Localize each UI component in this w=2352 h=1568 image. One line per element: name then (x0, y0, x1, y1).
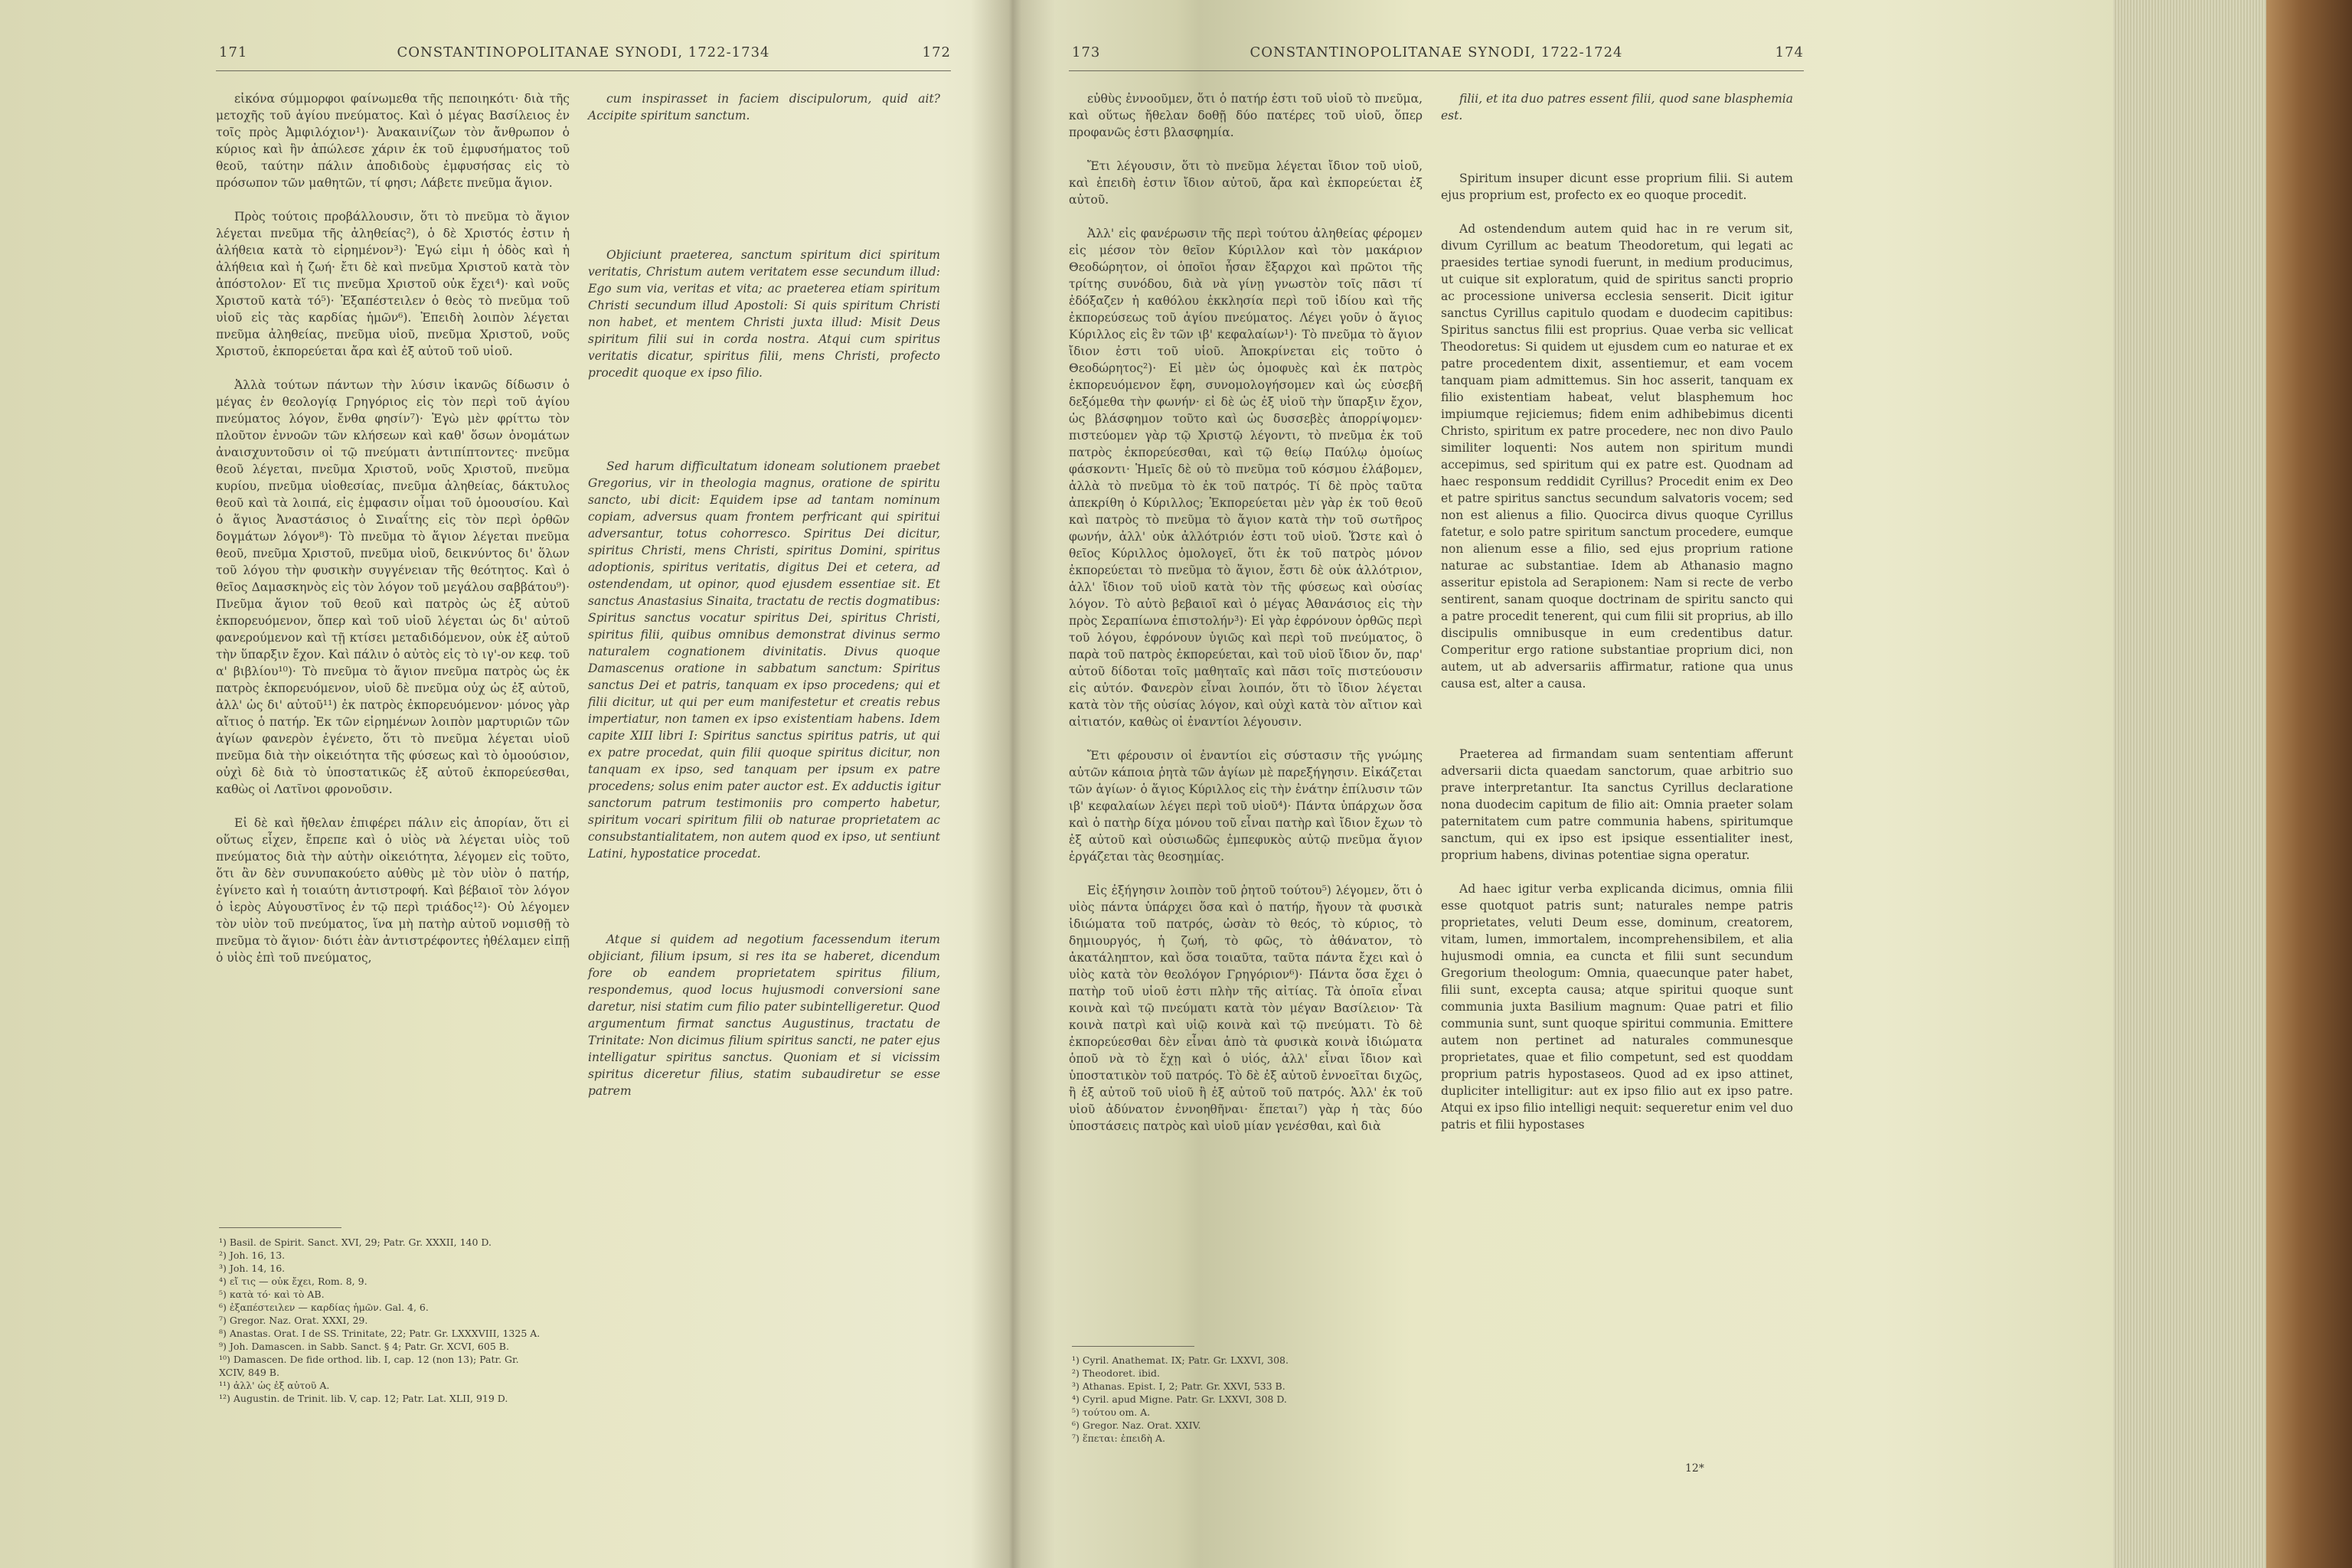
running-title: CONSTANTINOPOLITANAE SYNODI, 1722-1734 (397, 44, 770, 60)
left-page-header (216, 44, 951, 75)
greek-paragraph: Ἀλλ' εἰς φανέρωσιν τῆς περὶ τούτου ἀληθείας φέρομεν εἰς μέσον τὸν θεῖον Κύριλλον καὶ τὸν μακάριον Θεοδώρητον, οἱ ὁποῖοι ἦσαν ἔξαρχοι καὶ πρῶτοι τῆς τρίτης συνόδου, διὰ νὰ γίνῃ γνωστὸν τοῖς πᾶσι τί ἐδόξαζεν ἡ καθόλου ἐκκλησία περὶ τοῦ ἰδίου καὶ τῆς ἐκπορεύσεως τοῦ ἁγίου πνεύματος. Λέγει γοῦν ὁ ἅγιος Κύριλλος εἰς ἓν τῶν ιβ' κεφαλαίων¹)· Τὸ πνεῦμα τὸ ἅγιον ἴδιον ἐστι τοῦ υἱοῦ. Ἀποκρίνεται εἰς τοῦτο ὁ Θεοδώρητος²)· Εἰ μὲν ὡς ὁμοφυὲς καὶ ἐκ πατρὸς ἐκπορευόμενον ἔφη, συνομολογήσομεν καὶ ὡς εὐσεβῆ δεξόμεθα τὴν φωνήν· εἰ δὲ ὡς ἐξ υἱοῦ τὴν ὕπαρξιν ἔχον, ὡς βλάσφημον τοῦτο καὶ ὡς δυσσεβὲς ἀπορρίψομεν· πιστεύομεν γὰρ τῷ Χριστῷ λέγοντι, τὸ πνεῦμα ἐκ τοῦ πατρὸς ἐκπορεύεσθαι, καὶ τῷ θείῳ Παύλῳ ὁμοίως φάσκοντι· Ἡμεῖς δὲ οὐ τὸ πνεῦμα τοῦ κόσμου ἐλάβομεν, ἀλλὰ τὸ πνεῦμα τὸ ἐκ τοῦ πατρός. Τί δὲ πρὸς ταῦτα ἀπεκρίθη ὁ Κύριλλος; Ἐκπορεύεται μὲν γὰρ ἐκ τοῦ θεοῦ καὶ πατρὸς τὸ πνεῦμα τὸ ἅγιον κατὰ τὴν τοῦ σωτῆρος φωνήν, ἀλλ' οὐκ ἀλλότριόν ἐστι τοῦ υἱοῦ. Ὥστε καὶ ὁ θεῖος Κύριλλος ὁμολογεῖ, ὅτι ἐκ τοῦ πατρὸς μόνον ἐκπορεύεται τὸ πνεῦμα τὸ ἅγιον, ἔστι δὲ οὐκ ἀλλότριον, ἀλλ' ἴδιον τοῦ υἱοῦ κατὰ τὸν τῆς φύσεως καὶ οὐσίας λόγον. Τὸ αὐτὸ βεβαιοῖ καὶ ὁ μέγας Ἀθανάσιος εἰς τὴν πρὸς Σεραπίωνα ἐπιστολήν³)· Εἰ γὰρ ἐφρόνουν ὀρθῶς περὶ τοῦ λόγου, ἐφρόνουν ὑγιῶς καὶ περὶ τοῦ πνεύματος, ὃ παρὰ τοῦ πατρὸς ἐκπορεύεται, καὶ τοῦ υἱοῦ ἴδιον ὄν, παρ' αὐτοῦ δίδοται τοῖς μαθηταῖς καὶ πᾶσι τοῖς πιστεύουσιν εἰς αὐτόν. Φανερὸν εἶναι λοιπόν, ὅτι τὸ ἴδιον λέγεται κατὰ τὸν τῆς οὐσίας λόγον, καὶ οὐχὶ κατὰ τὸν αἴτιον καὶ αἰτιατόν, καθὼς οἱ ἐναντίοι λέγουσιν. (1069, 227, 1423, 729)
right-page-header (1069, 44, 1804, 75)
signature-mark: 12* (1685, 1462, 1704, 1475)
footnote-rule (219, 1227, 341, 1228)
latin-paragraph: Objiciunt praeterea, sanctum spiritum dici spiritum veritatis, Christum autem veritatem esse secundum illud: Ego sum via, veritas et vita; ac praeterea etiam spiritum Christi secundum illud Apostoli: Si quis spiritum Christi non habet, et mentem Christi juxta illud: Misit Deus spiritum filii sui in corda nostra. Atqui cum spiritus veritatis dicatur, spiritus filii, mens Christi, profecto procedit quoque ex ipso filio. (588, 248, 940, 380)
footnote: ¹) Basil. de Spirit. Sanct. XVI, 29; Patr. Gr. XXXII, 140 D. (219, 1236, 492, 1248)
latin-column (1441, 90, 1793, 1133)
left-footnotes (219, 1236, 541, 1405)
greek-paragraph: Πρὸς τούτοις προβάλλουσιν, ὅτι τὸ πνεῦμα τὸ ἅγιον λέγεται πνεῦμα τῆς ἀληθείας²), ὁ δὲ Χριστός ἐστιν ἡ ἀλήθεια κατὰ τὸ εἰρημένον³)· Ἐγώ εἰμι ἡ ὁδὸς καὶ ἡ ἀλήθεια καὶ ἡ ζωή· ἔτι δὲ καὶ πνεῦμα Χριστοῦ κατὰ τὸν ἀπόστολον· Εἴ τις πνεῦμα Χριστοῦ οὐκ ἔχει⁴)· καὶ νοῦς Χριστοῦ κατὰ τό⁵)· Ἐξαπέστειλεν ὁ θεὸς τὸ πνεῦμα τοῦ υἱοῦ εἰς τὰς καρδίας ἡμῶν⁶). Ἐπειδὴ λοιπὸν λέγεται πνεῦμα ἀληθείας, πνεῦμα υἱοῦ, πνεῦμα Χριστοῦ, νοῦς Χριστοῦ, ἐκπορεύεται ἄρα καὶ ἐξ αὐτοῦ τοῦ υἱοῦ. (216, 210, 570, 358)
latin-paragraph: Sed harum difficultatum idoneam solutionem praebet Gregorius, vir in theologia magnus, oratione de spiritu sancto, ubi dicit: Equidem ipse ad tantam nominum copiam, adversus quam frontem perfricant qui spiritui adversantur, totus cohorresco. Spiritus Dei dicitur, spiritus Christi, mens Christi, spiritus Domini, spiritus adoptionis, spiritus veritatis, digitus Dei et cetera, ad ostendendam, ut opinor, quod ejusdem essentiae sit. Et sanctus Anastasius Sinaita, tractatu de rectis dogmatibus: Spiritus sanctus vocatur spiritus Dei, spiritus Christi, spiritus filii, quibus omnibus demonstrat divinus sermo naturalem cognationem divinitatis. Divus quoque Damascenus oratione in sabbatum sanctum: Spiritus sanctus Dei et patris, tanquam ex ipso procedens; qui et filii dicitur, ut qui per eum manifestetur et creatis rebus impertiatur, non tamen ex ipso existentiam habens. Idem capite XIII libri I: Spiritus sanctus spiritus patris, ut qui ex patre procedat, quin filii quoque spiritus dicitur, non tanquam ex ipso, sed tanquam per ipsum ex patre procedens; solus enim pater auctor est. Ex adductis igitur sanctorum patrum testimoniis pro comperto habetur, spiritum vocari spiritum filii ob naturae proprietatem ac consubstantialitatem, non autem quod ex ipso, ut sentiunt Latini, hypostatice procedat. (588, 459, 940, 861)
greek-paragraph: εἰκόνα σύμμορφοι φαίνωμεθα τῆς πεποιηκότι· διὰ τῆς μετοχῆς τοῦ ἁγίου πνεύματος. Καὶ ὁ μέγας Βασίλειος ἐν τοῖς πρὸς Ἀμφιλόχιον¹)· Ἀνακαινίζων τὸν ἄνθρωπον ὁ κύριος καὶ ἣν ἀπώλεσε χάριν ἐκ τοῦ ἐμφυσήματος τοῦ θεοῦ, ταύτην πάλιν ἀποδιδοὺς ἐμφυσήσας εἰς τὸ πρόσωπον τῶν μαθητῶν, τί φησι; Λάβετε πνεῦμα ἅγιον. (216, 92, 570, 190)
footnote: ¹⁰) Damascen. De fide orthod. lib. I, cap. 12 (non 13); Patr. Gr. XCIV, 849 B. (219, 1354, 519, 1378)
footnote: ⁷) Gregor. Naz. Orat. XXXI, 29. (219, 1315, 368, 1326)
latin-paragraph: cum inspirasset in faciem discipulorum, quid ait? Accipite spiritum sanctum. (588, 92, 940, 122)
footnote: ⁷) ἕπεται: ἐπειδὴ A. (1072, 1432, 1165, 1444)
greek-paragraph: εὐθὺς ἐννοοῦμεν, ὅτι ὁ πατήρ ἐστι τοῦ υἱοῦ τὸ πνεῦμα, καὶ οὕτως ἤθελαν δοθῇ δύο πατέρες τοῦ υἱοῦ, ὅπερ προφανῶς ἐστι βλασφημία. (1069, 92, 1423, 139)
book-gutter (971, 0, 1055, 1568)
footnote: ⁸) Anastas. Orat. I de SS. Trinitate, 22; Patr. Gr. LXXXVIII, 1325 A. (219, 1328, 541, 1339)
greek-paragraph: Εἰ δὲ καὶ ἤθελαν ἐπιφέρει πάλιν εἰς ἀπορίαν, ὅτι εἰ οὕτως εἶχεν, ἔπρεπε καὶ ὁ υἱὸς νὰ λέγεται υἱὸς τοῦ πνεύματος διὰ τὴν αὐτὴν οἰκειότητα, λέγομεν εἰς τοῦτο, ὅτι ἂν δὲν συνυπακούετο αὐθὺς μὲ τὸν υἱὸν ὁ πατήρ, ἐγίνετο καὶ ἡ τοιαύτη ἀντιστροφή. Καὶ βέβαιοῖ τὸν λόγον ὁ ἱερὸς Αὐγουστῖνος ἐν τῷ περὶ τριάδος¹²)· Οὐ λέγομεν τὸν υἱὸν τοῦ πνεύματος, ἵνα μὴ πατὴρ αὐτοῦ νομισθῇ τὸ πνεῦμα τὸ ἅγιον· διότι ἐὰν ἀντιστρέφοντες ἠθέλαμεν εἰπῇ ὁ υἱὸς ἐπὶ τοῦ πνεύματος, (216, 816, 570, 965)
header-rule (1069, 70, 1804, 71)
page-number-174: 174 (1775, 44, 1804, 60)
footnote: ⁵) τούτου om. A. (1072, 1406, 1151, 1418)
book-cover-edge (2266, 0, 2352, 1568)
footnote: ¹) Cyril. Anathemat. IX; Patr. Gr. LXXVI, 308. (1072, 1354, 1289, 1366)
greek-paragraph: Ἔτι λέγουσιν, ὅτι τὸ πνεῦμα λέγεται ἴδιον τοῦ υἱοῦ, καὶ ἐπειδὴ ἐστιν ἴδιον αὐτοῦ, ἄρα καὶ ἐκπορεύεται ἐξ αὐτοῦ. (1069, 159, 1423, 207)
footnote: ²) Theodoret. ibid. (1072, 1367, 1161, 1379)
footnote: ¹¹) ἀλλ' ὡς ἐξ αὐτοῦ A. (219, 1380, 330, 1391)
greek-paragraph: Ἔτι φέρουσιν οἱ ἐναντίοι εἰς σύστασιν τῆς γνώμης αὐτῶν κάποια ῥητὰ τῶν ἁγίων μὲ παρεξήγησιν. Εἰκάζεται τῶν ἁγίων· ὁ ἅγιος Κύριλλος εἰς τὴν ἐνάτην ἐπίλυσιν τῶν ιβ' κεφαλαίων λέγει περὶ τοῦ υἱοῦ⁴)· Πάντα ὑπάρχων ὅσα καὶ ὁ πατὴρ δίχα μόνου τοῦ εἶναι πατὴρ καὶ ἴδιον ἔχων τὸ ἐξ αὐτοῦ καὶ οὐσιωδῶς ἐμπεφυκὸς αὐτῷ πνεῦμα ἅγιον ἐργάζεται τὰς θεοσημίας. (1069, 749, 1423, 864)
latin-paragraph: Spiritum insuper dicunt esse proprium filii. Si autem ejus proprium est, profecto ex eo quoque procedit. (1441, 172, 1793, 202)
footnote: ⁶) Gregor. Naz. Orat. XXIV. (1072, 1419, 1201, 1431)
footnote: ³) Athanas. Epist. I, 2; Patr. Gr. XXVI, 533 B. (1072, 1380, 1285, 1392)
page-number-173: 173 (1072, 44, 1101, 60)
right-page (1069, 44, 1804, 1545)
page-number-171: 171 (219, 44, 248, 60)
greek-column (216, 90, 570, 966)
latin-paragraph: Atque si quidem ad negotium facessendum iterum objiciant, filium ipsum, si res ita se haberet, dicendum fore ob eandem proprietatem spiritus filium, respondemus, quod locus hujusmodi conversioni sane daretur, nisi statim cum filio pater subintelligeretur. Quod argumentum firmat sanctus Augustinus, tractatu de Trinitate: Non dicimus filium spiritus sancti, ne pater ejus intelligatur spiritus sanctus. Quoniam et si vicissim spiritus diceretur filius, statim subaudiretur se esse patrem (588, 933, 940, 1098)
latin-paragraph: Ad haec igitur verba explicanda dicimus, omnia filii esse quotquot patris sunt; naturales nempe patris proprietates, veluti Deum esse, dominum, creatorem, vitam, lumen, immortalem, incomprehensibilem, et alia hujusmodi omnia, ea cuncta et filii sunt secundum Gregorium theologum: Omnia, quaecunque pater habet, filii sunt, excepta causa; atque spiritui quoque sunt communia juxta Basilium magnum: Quae patri et filio communia sunt, sunt quoque spiritui communia. Emittere autem non pertinet ad naturales communesque proprietates, quae et filio competunt, sed est quoddam proprium patris hypostaseos. Quod ad ex ipso attinet, dupliciter intelligitur: aut ex ipso filio aut ex ipso patre. Atqui ex ipso filio intelligi nequit: sequeretur enim vel duo patris et filii hypostases (1441, 882, 1793, 1132)
latin-paragraph: Ad ostendendum autem quid hac in re verum sit, divum Cyrillum ac beatum Theodoretum, qui legati ac praesides tertiae synodi fuerunt, in medium producimus, ut cuique sit exploratum, quid de spiritus sancti proprio ac processione universa ecclesia senserit. Dicit igitur sanctus Cyrillus capitulo quodam e duodecim capitibus: Spiritus sanctus filii est proprius. Quae verba sic vellicat Theodoretus: Si quidem ut ejusdem cum eo naturae et ex patre procedentem dixit, assentiemur, et eam vocem tanquam piam admittemus. Sin hoc asserit, tanquam ex filio existentiam habeat, velut blasphemum hoc impiumque rejiciemus; fidem enim adhibebimus dicenti Christo, spiritum ex patre procedere, nec non divo Paulo similiter loquenti: Nos autem non spiritum mundi accepimus, sed spiritum qui ex patre est. Quodnam ad haec responsum reddidit Cyrillus? Procedit enim ex Deo et patre spiritus sanctus secundum salvatoris vocem; sed non est alienus a filio. Quocirca divus quoque Cyrillus fatetur, e solo patre spiritum sanctum procedere, eumque non alienum esse a filio, sed ejus proprium ratione naturae ac substantiae. Idem ab Athanasio magno asseritur epistola ad Serapionem: Nam si recte de verbo sentirent, sanam quoque doctrinam de spiritu sancto qui a patre procedit tenerent, qui cum filii sit proprius, ab illo discipulis omnibusque in eum credentibus datur. Comperitur ergo ratione substantiae proprium dici, non autem, ut ab adversariis affirmatur, ratione qua unus causa est, alter a causa. (1441, 222, 1793, 691)
footnote: ⁴) εἴ τις — οὐκ ἔχει, Rom. 8, 9. (219, 1276, 368, 1287)
running-title: CONSTANTINOPOLITANAE SYNODI, 1722-1724 (1250, 44, 1623, 60)
footnote: ¹²) Augustin. de Trinit. lib. V, cap. 12; Patr. Lat. XLII, 919 D. (219, 1393, 508, 1404)
greek-paragraph: Εἰς ἐξήγησιν λοιπὸν τοῦ ῥητοῦ τούτου⁵) λέγομεν, ὅτι ὁ υἱὸς πάντα ὑπάρχει ὅσα καὶ ὁ πατήρ, ἤγουν τὰ φυσικὰ ἰδιώματα τοῦ πατρός, ὡσὰν τὸ θεός, τὸ κύριος, τὸ δημιουργός, ἡ ζωή, τὸ φῶς, τὸ ἀθάνατον, τὸ ἀκατάληπτον, καὶ ὅσα τοιαῦτα, ταῦτα πάντα ἔχει καὶ ὁ υἱὸς κατὰ τὸν θεολόγον Γρηγόριον⁶)· Πάντα ὅσα ἔχει ὁ πατὴρ τοῦ υἱοῦ ἐστι πλὴν τῆς αἰτίας. Τὰ ὁποῖα εἶναι κοινὰ καὶ τῷ πνεύματι κατὰ τὸν μέγαν Βασίλειον· Τὰ κοινὰ πατρὶ καὶ υἱῷ κοινὰ καὶ τῷ πνεύματι. Τὸ δὲ ἐκπορεύεσθαι δὲν εἶναι ἀπὸ τὰ φυσικὰ κοινὰ ἰδιώματα ὁποῦ νὰ τὸ ἔχῃ καὶ ὁ υἱός, ἀλλ' εἶναι ἴδιον καὶ ὑποστατικὸν τοῦ πατρός. Τὸ δὲ ἐξ αὐτοῦ ἐννοεῖται διχῶς, ἢ ἐξ αὐτοῦ τοῦ υἱοῦ ἢ ἐξ αὐτοῦ τοῦ πατρός. Ἀλλ' ἐκ τοῦ υἱοῦ ἀδύνατον ἐννοηθῆναι· ἕπεται⁷) γὰρ ἡ τὰς δύο ὑποστάσεις πατρὸς καὶ υἱοῦ μίαν γενέσθαι, καὶ διὰ (1069, 884, 1423, 1133)
footnote-rule (1072, 1346, 1194, 1347)
latin-column (588, 90, 940, 1099)
header-rule (216, 70, 951, 71)
footnote: ⁴) Cyril. apud Migne. Patr. Gr. LXXVI, 308 D. (1072, 1393, 1287, 1405)
footnote: ³) Joh. 14, 16. (219, 1263, 286, 1274)
footnote: ⁹) Joh. Damascen. in Sabb. Sanct. § 4; Patr. Gr. XCVI, 605 B. (219, 1341, 509, 1352)
page-number-172: 172 (922, 44, 951, 60)
greek-column (1069, 90, 1423, 1135)
footnote: ²) Joh. 16, 13. (219, 1250, 286, 1261)
greek-paragraph: Ἀλλὰ τούτων πάντων τὴν λύσιν ἱκανῶς δίδωσιν ὁ μέγας ἐν θεολογίᾳ Γρηγόριος εἰς τὸν περὶ τοῦ ἁγίου πνεύματος λόγον, ἔνθα φησίν⁷)· Ἐγὼ μὲν φρίττω τὸν πλοῦτον ἐννοῶν τῶν κλήσεων καὶ καθ' ὅσων ὀνομάτων ἀναισχυντοῦσιν οἱ τῷ πνεύματι ἀντιπίπτοντες· πνεῦμα θεοῦ λέγεται, πνεῦμα Χριστοῦ, νοῦς Χριστοῦ, πνεῦμα κυρίου, πνεῦμα υἱοθεσίας, πνεῦμα ἀληθείας, δάκτυλος θεοῦ καὶ τὰ λοιπά, εἰς ἐμφασιν οἶμαι τοῦ ὁμοουσίου. Καὶ ὁ ἅγιος Ἀναστάσιος ὁ Σιναΐτης εἰς τὸν περὶ ὀρθῶν δογμάτων λόγον⁸)· Τὸ πνεῦμα τὸ ἅγιον λέγεται πνεῦμα θεοῦ, πνεῦμα Χριστοῦ, πνεῦμα υἱοῦ, δεικνύντος δι' ὅλων τοῦ λόγου τὴν φυσικὴν συγγένειαν τῆς θεότητος. Καὶ ὁ θεῖος Δαμασκηνὸς εἰς τὸν λόγον τοῦ μεγάλου σαββάτου⁹)· Πνεῦμα ἅγιον τοῦ θεοῦ καὶ πατρὸς ὡς ἐξ αὐτοῦ ἐκπορευόμενον, ὅπερ καὶ τοῦ υἱοῦ λέγεται ὡς δι' αὐτοῦ φανερούμενον καὶ τῇ κτίσει μεταδιδόμενον, οὐκ ἐξ αὐτοῦ τὴν ὕπαρξιν ἔχον. Καὶ πάλιν ὁ αὐτὸς εἰς τὸ ιγ'-ον κεφ. τοῦ α' βιβλίου¹⁰)· Τὸ πνεῦμα τὸ ἅγιον πνεῦμα πατρὸς ὡς ἐκ πατρὸς ἐκπορευόμενον, υἱοῦ δὲ πνεῦμα οὐχ ὡς ἐξ αὐτοῦ, ἀλλ' ὡς δι' αὐτοῦ¹¹) ἐκ πατρὸς ἐκπορευόμενον· μόνος γὰρ αἴτιος ὁ πατήρ. Ἐκ τῶν εἰρημένων λοιπὸν μαρτυριῶν τῶν ἁγίων φανερὸν ἐγένετο, ὅτι τὸ πνεῦμα λέγεται υἱοῦ πνεῦμα διὰ τὴν οἰκειότητα τῆς φύσεως καὶ τὸ ὁμοούσιον, οὐχὶ δὲ διὰ τὸ ὑποστατικῶς ἐξ αὐτοῦ ἐκπορεύεσθαι, καθὼς οἱ Λατῖνοι φρονοῦσιν. (216, 378, 570, 796)
left-page (216, 44, 951, 1545)
footnote: ⁶) ἐξαπέστειλεν — καρδίας ἡμῶν. Gal. 4, 6. (219, 1302, 429, 1313)
right-footnotes (1072, 1354, 1393, 1445)
footnote: ⁵) κατὰ τό· καὶ τὸ AB. (219, 1289, 325, 1300)
latin-paragraph: filii, et ita duo patres essent filii, quod sane blasphemia est. (1441, 92, 1793, 122)
latin-paragraph: Praeterea ad firmandam suam sententiam afferunt adversarii dicta quaedam sanctorum, quae arbitrio suo prave interpretantur. Ita sanctus Cyrillus declaratione nona duodecim capitum de filio ait: Omnia praeter solam paternitatem cum patre communia habens, spiritumque sanctum, qui ex ipso est ipsique essentialiter inest, proprium habens, divinas potentiae signa operatur. (1441, 747, 1793, 862)
